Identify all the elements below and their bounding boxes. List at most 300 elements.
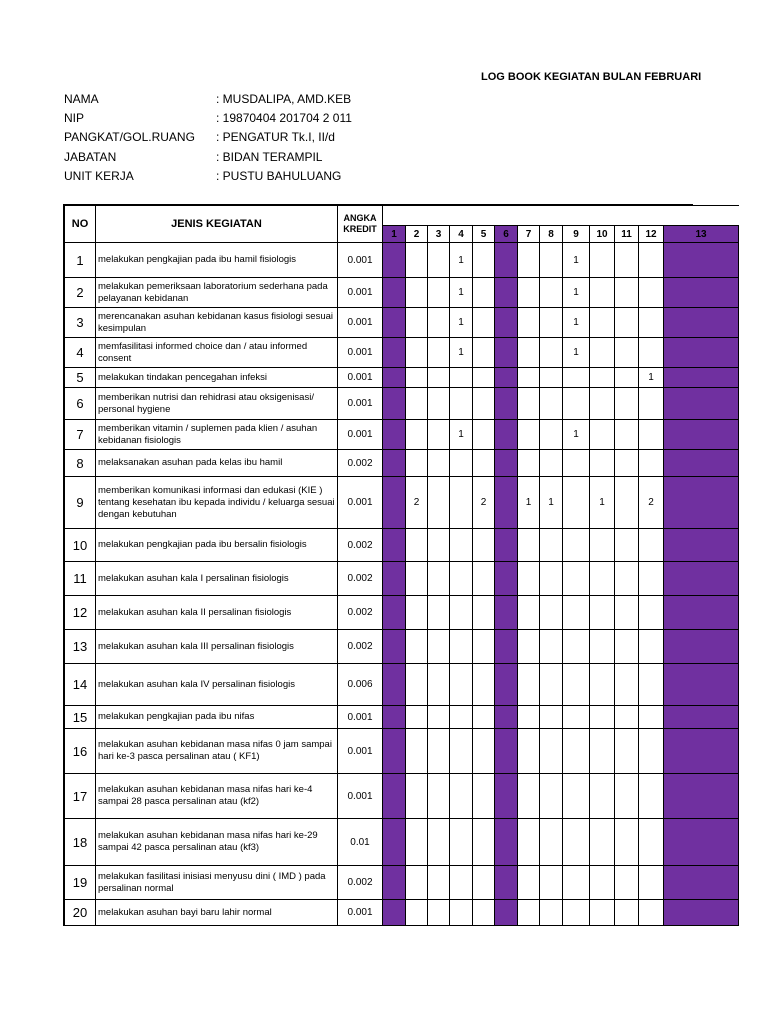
day-cell-9: [563, 596, 590, 630]
row-number: 19: [65, 866, 96, 900]
day-cell-1: [383, 338, 406, 368]
day-cell-8: [540, 774, 563, 819]
day-cell-11: [615, 308, 639, 338]
day-cell-1: [383, 308, 406, 338]
row-number: 2: [65, 278, 96, 308]
day-header-8: 8: [540, 226, 563, 243]
day-cell-10: [590, 388, 615, 420]
day-cell-1: [383, 450, 406, 477]
day-cell-10: [590, 664, 615, 706]
day-cell-11: [615, 900, 639, 926]
activity-name: melakukan fasilitasi inisiasi menyusu dini ( IMD ) pada persalinan normal: [96, 866, 338, 900]
day-cell-8: 1: [540, 477, 563, 529]
day-cell-1: [383, 243, 406, 278]
credit-value: 0.002: [338, 562, 383, 596]
activity-name: melakukan asuhan kala I persalinan fisiologis: [96, 562, 338, 596]
day-cell-12: [639, 774, 664, 819]
day-cell-3: [428, 562, 450, 596]
day-cell-11: [615, 630, 639, 664]
day-cell-9: [563, 450, 590, 477]
row-number: 11: [65, 562, 96, 596]
day-cell-1: [383, 278, 406, 308]
day-cell-13: [664, 774, 739, 819]
day-header-13: 13: [664, 226, 739, 243]
row-number: 13: [65, 630, 96, 664]
day-cell-2: [406, 368, 428, 388]
day-cell-7: [518, 338, 540, 368]
activity-name: melakukan tindakan pencegahan infeksi: [96, 368, 338, 388]
info-value: : MUSDALIPA, AMD.KEB: [216, 92, 352, 106]
day-cell-7: [518, 450, 540, 477]
day-cell-12: [639, 388, 664, 420]
day-header-4: 4: [450, 226, 473, 243]
day-cell-12: [639, 819, 664, 866]
logbook-title: LOG BOOK KEGIATAN BULAN FEBRUARI: [481, 71, 702, 83]
day-cell-8: [540, 596, 563, 630]
day-cell-4: [450, 900, 473, 926]
day-cell-8: [540, 866, 563, 900]
row-number: 10: [65, 529, 96, 562]
day-cell-6: [495, 596, 518, 630]
row-number: 5: [65, 368, 96, 388]
row-number: 9: [65, 477, 96, 529]
day-cell-11: [615, 420, 639, 450]
activity-name: memfasilitasi informed choice dan / atau informed consent: [96, 338, 338, 368]
info-value: : PUSTU BAHULUANG: [216, 169, 342, 183]
row-number: 18: [65, 819, 96, 866]
day-cell-2: [406, 596, 428, 630]
day-cell-7: [518, 596, 540, 630]
table-row: [65, 630, 739, 664]
day-cell-4: [450, 562, 473, 596]
day-cell-9: [563, 819, 590, 866]
day-cell-2: [406, 450, 428, 477]
day-cell-4: [450, 630, 473, 664]
credit-value: 0.001: [338, 729, 383, 774]
credit-value: 0.001: [338, 278, 383, 308]
day-cell-13: [664, 243, 739, 278]
day-cell-2: [406, 420, 428, 450]
day-cell-3: [428, 706, 450, 729]
info-value: : PENGATUR Tk.I, II/d: [216, 130, 335, 144]
day-cell-4: [450, 729, 473, 774]
info-row-pangkat: [64, 130, 335, 144]
credit-value: 0.002: [338, 529, 383, 562]
day-cell-2: [406, 729, 428, 774]
activity-name: melakukan pengkajian pada ibu bersalin fisiologis: [96, 529, 338, 562]
day-cell-9: [563, 630, 590, 664]
day-cell-3: [428, 729, 450, 774]
day-cell-5: [473, 368, 495, 388]
day-cell-11: [615, 819, 639, 866]
table-row: [65, 729, 739, 774]
day-cell-12: [639, 278, 664, 308]
day-cell-10: [590, 630, 615, 664]
day-header-7: 7: [518, 226, 540, 243]
day-header-11: 11: [615, 226, 639, 243]
day-cell-13: [664, 596, 739, 630]
table-row: [65, 388, 739, 420]
credit-value: 0.002: [338, 450, 383, 477]
day-cell-13: [664, 900, 739, 926]
day-cell-10: [590, 729, 615, 774]
day-cell-12: [639, 338, 664, 368]
day-cell-8: [540, 706, 563, 729]
row-number: 15: [65, 706, 96, 729]
activity-name: melakukan pengkajian pada ibu hamil fisiologis: [96, 243, 338, 278]
day-cell-9: 1: [563, 308, 590, 338]
day-cell-8: [540, 729, 563, 774]
day-cell-8: [540, 630, 563, 664]
row-number: 14: [65, 664, 96, 706]
day-cell-10: [590, 562, 615, 596]
day-cell-5: [473, 562, 495, 596]
day-cell-6: [495, 420, 518, 450]
info-label: JABATAN: [64, 150, 117, 164]
day-cell-5: [473, 388, 495, 420]
day-cell-9: [563, 562, 590, 596]
day-cell-9: [563, 368, 590, 388]
day-cell-8: [540, 900, 563, 926]
day-cell-6: [495, 388, 518, 420]
day-cell-13: [664, 866, 739, 900]
credit-value: 0.001: [338, 368, 383, 388]
day-cell-8: [540, 420, 563, 450]
day-cell-2: [406, 706, 428, 729]
day-cell-12: [639, 706, 664, 729]
day-cell-6: [495, 900, 518, 926]
activity-name: melaksanakan asuhan pada kelas ibu hamil: [96, 450, 338, 477]
day-cell-9: [563, 664, 590, 706]
row-number: 12: [65, 596, 96, 630]
day-cell-2: [406, 308, 428, 338]
activity-name: melakukan pemeriksaan laboratorium sederhana pada pelayanan kebidanan: [96, 278, 338, 308]
day-cell-11: [615, 388, 639, 420]
credit-value: 0.001: [338, 243, 383, 278]
day-cell-12: [639, 243, 664, 278]
day-cell-13: [664, 420, 739, 450]
day-cell-12: [639, 630, 664, 664]
day-cell-12: [639, 529, 664, 562]
day-cell-2: [406, 900, 428, 926]
table-row: [65, 477, 739, 529]
day-header-9: 9: [563, 226, 590, 243]
day-cell-13: [664, 706, 739, 729]
day-cell-6: [495, 243, 518, 278]
table-body: [65, 243, 739, 926]
table-row: [65, 529, 739, 562]
table-row: [65, 420, 739, 450]
day-cell-9: 1: [563, 420, 590, 450]
table-row: [65, 338, 739, 368]
day-cell-13: [664, 562, 739, 596]
day-header-12: 12: [639, 226, 664, 243]
day-cell-7: [518, 706, 540, 729]
info-label: PANGKAT/GOL.RUANG: [64, 130, 195, 144]
day-cell-2: [406, 388, 428, 420]
day-cell-3: [428, 338, 450, 368]
day-cell-1: [383, 664, 406, 706]
day-cell-10: [590, 819, 615, 866]
day-cell-3: [428, 368, 450, 388]
day-cell-2: [406, 630, 428, 664]
day-cell-5: [473, 420, 495, 450]
day-cell-6: [495, 278, 518, 308]
info-row-nama: [64, 92, 351, 106]
day-cell-4: [450, 477, 473, 529]
day-cell-1: [383, 819, 406, 866]
day-cell-13: [664, 450, 739, 477]
day-cell-5: [473, 729, 495, 774]
table-row: [65, 706, 739, 729]
day-cell-8: [540, 819, 563, 866]
day-cell-1: [383, 729, 406, 774]
row-number: 3: [65, 308, 96, 338]
day-cell-3: [428, 529, 450, 562]
day-cell-4: 1: [450, 308, 473, 338]
day-cell-5: [473, 774, 495, 819]
day-cell-8: [540, 338, 563, 368]
day-cell-3: [428, 664, 450, 706]
table-row: [65, 368, 739, 388]
table-row: [65, 278, 739, 308]
day-cell-4: [450, 866, 473, 900]
day-cell-8: [540, 529, 563, 562]
day-cell-11: [615, 529, 639, 562]
table-row: [65, 664, 739, 706]
day-cell-12: [639, 308, 664, 338]
day-cell-13: [664, 368, 739, 388]
day-cell-11: [615, 706, 639, 729]
day-cell-1: [383, 477, 406, 529]
day-cell-4: 1: [450, 243, 473, 278]
credit-value: 0.001: [338, 774, 383, 819]
table-row: [65, 819, 739, 866]
day-cell-6: [495, 866, 518, 900]
row-number: 20: [65, 900, 96, 926]
day-cell-8: [540, 368, 563, 388]
day-cell-3: [428, 388, 450, 420]
credit-value: 0.001: [338, 388, 383, 420]
day-cell-4: 1: [450, 420, 473, 450]
day-cell-6: [495, 819, 518, 866]
info-label: NIP: [64, 111, 85, 125]
day-cell-9: [563, 529, 590, 562]
day-cell-6: [495, 477, 518, 529]
day-cell-8: [540, 278, 563, 308]
header-angka-kredit: ANGKA KREDIT: [338, 206, 383, 243]
day-cell-7: 1: [518, 477, 540, 529]
day-cell-13: [664, 477, 739, 529]
day-cell-7: [518, 664, 540, 706]
day-cell-13: [664, 529, 739, 562]
day-cell-2: [406, 529, 428, 562]
day-cell-3: [428, 308, 450, 338]
day-cell-1: [383, 706, 406, 729]
day-cell-9: 1: [563, 243, 590, 278]
day-header-1: 1: [383, 226, 406, 243]
row-number: 7: [65, 420, 96, 450]
day-header-10: 10: [590, 226, 615, 243]
day-cell-7: [518, 819, 540, 866]
day-cell-9: [563, 477, 590, 529]
day-cell-11: [615, 664, 639, 706]
day-cell-9: 1: [563, 278, 590, 308]
row-number: 1: [65, 243, 96, 278]
day-cell-2: [406, 866, 428, 900]
day-cell-5: [473, 819, 495, 866]
day-cell-10: [590, 529, 615, 562]
day-cell-5: [473, 664, 495, 706]
header-no: NO: [65, 206, 96, 243]
day-cell-6: [495, 706, 518, 729]
day-cell-4: [450, 368, 473, 388]
day-cell-4: [450, 819, 473, 866]
credit-value: 0.002: [338, 596, 383, 630]
day-cell-7: [518, 243, 540, 278]
day-cell-10: [590, 338, 615, 368]
table-row: [65, 243, 739, 278]
day-cell-11: [615, 338, 639, 368]
credit-value: 0.01: [338, 819, 383, 866]
day-cell-1: [383, 388, 406, 420]
day-cell-4: [450, 388, 473, 420]
day-cell-3: [428, 596, 450, 630]
day-cell-12: [639, 450, 664, 477]
day-cell-13: [664, 664, 739, 706]
day-cell-7: [518, 278, 540, 308]
credit-value: 0.001: [338, 420, 383, 450]
day-cell-12: [639, 729, 664, 774]
day-cell-11: [615, 368, 639, 388]
day-cell-11: [615, 596, 639, 630]
day-cell-7: [518, 729, 540, 774]
day-cell-5: 2: [473, 477, 495, 529]
day-cell-9: 1: [563, 338, 590, 368]
day-cell-4: [450, 596, 473, 630]
logbook-table: [63, 204, 707, 926]
credit-value: 0.002: [338, 630, 383, 664]
table-row: [65, 450, 739, 477]
day-cell-10: [590, 308, 615, 338]
day-cell-1: [383, 562, 406, 596]
day-cell-9: [563, 866, 590, 900]
day-cell-6: [495, 774, 518, 819]
day-cell-7: [518, 562, 540, 596]
day-cell-7: [518, 529, 540, 562]
credit-value: 0.001: [338, 338, 383, 368]
day-cell-12: 1: [639, 368, 664, 388]
table-row: [65, 774, 739, 819]
day-cell-7: [518, 388, 540, 420]
day-cell-7: [518, 774, 540, 819]
day-cell-1: [383, 866, 406, 900]
activity-name: melakukan asuhan kebidanan masa nifas hari ke-29 sampai 42 pasca persalinan atau (kf3): [96, 819, 338, 866]
credit-value: 0.001: [338, 706, 383, 729]
activity-name: melakukan asuhan kebidanan masa nifas hari ke-4 sampai 28 pasca persalinan atau (kf2): [96, 774, 338, 819]
row-number: 16: [65, 729, 96, 774]
table-row: [65, 866, 739, 900]
day-cell-8: [540, 308, 563, 338]
day-cell-1: [383, 900, 406, 926]
day-cell-9: [563, 900, 590, 926]
day-cell-11: [615, 866, 639, 900]
day-cell-12: [639, 562, 664, 596]
day-cell-4: [450, 450, 473, 477]
day-cell-6: [495, 450, 518, 477]
header-days-band: [383, 206, 739, 226]
activity-name: memberikan vitamin / suplemen pada klien / asuhan kebidanan fisiologis: [96, 420, 338, 450]
day-cell-6: [495, 630, 518, 664]
info-row-nip: [64, 111, 352, 125]
day-cell-10: 1: [590, 477, 615, 529]
day-cell-2: [406, 338, 428, 368]
day-cell-7: [518, 900, 540, 926]
activity-name: melakukan asuhan kala II persalinan fisiologis: [96, 596, 338, 630]
day-cell-6: [495, 729, 518, 774]
day-cell-3: [428, 774, 450, 819]
day-cell-5: [473, 900, 495, 926]
day-cell-9: [563, 774, 590, 819]
day-cell-12: [639, 900, 664, 926]
day-cell-5: [473, 450, 495, 477]
info-label: NAMA: [64, 92, 99, 106]
table-row: [65, 596, 739, 630]
day-cell-13: [664, 388, 739, 420]
day-cell-2: [406, 278, 428, 308]
day-cell-4: 1: [450, 338, 473, 368]
day-cell-10: [590, 420, 615, 450]
day-cell-12: [639, 420, 664, 450]
day-cell-2: [406, 819, 428, 866]
day-cell-11: [615, 774, 639, 819]
day-header-5: 5: [473, 226, 495, 243]
day-cell-9: [563, 729, 590, 774]
activity-name: merencanakan asuhan kebidanan kasus fisiologi sesuai kesimpulan: [96, 308, 338, 338]
day-cell-5: [473, 529, 495, 562]
credit-value: 0.006: [338, 664, 383, 706]
day-cell-8: [540, 243, 563, 278]
day-cell-3: [428, 243, 450, 278]
day-header-6: 6: [495, 226, 518, 243]
day-cell-1: [383, 774, 406, 819]
day-cell-3: [428, 866, 450, 900]
day-cell-12: 2: [639, 477, 664, 529]
activity-name: memberikan nutrisi dan rehidrasi atau oksigenisasi/ personal hygiene: [96, 388, 338, 420]
day-cell-13: [664, 729, 739, 774]
table-row: [65, 562, 739, 596]
day-cell-5: [473, 308, 495, 338]
day-cell-10: [590, 278, 615, 308]
info-label: UNIT KERJA: [64, 169, 134, 183]
day-cell-6: [495, 338, 518, 368]
credit-value: 0.001: [338, 477, 383, 529]
day-cell-10: [590, 706, 615, 729]
day-cell-4: [450, 664, 473, 706]
table-row: [65, 308, 739, 338]
day-cell-11: [615, 562, 639, 596]
day-cell-3: [428, 278, 450, 308]
day-cell-13: [664, 278, 739, 308]
day-cell-6: [495, 664, 518, 706]
activity-name: memberikan komunikasi informasi dan edukasi (KIE ) tentang kesehatan ibu kepada individu / keluarga sesuai dengan kebutuhan: [96, 477, 338, 529]
activity-name: melakukan pengkajian pada ibu nifas: [96, 706, 338, 729]
day-cell-7: [518, 368, 540, 388]
day-cell-3: [428, 420, 450, 450]
day-header-3: 3: [428, 226, 450, 243]
day-cell-10: [590, 450, 615, 477]
day-cell-5: [473, 338, 495, 368]
